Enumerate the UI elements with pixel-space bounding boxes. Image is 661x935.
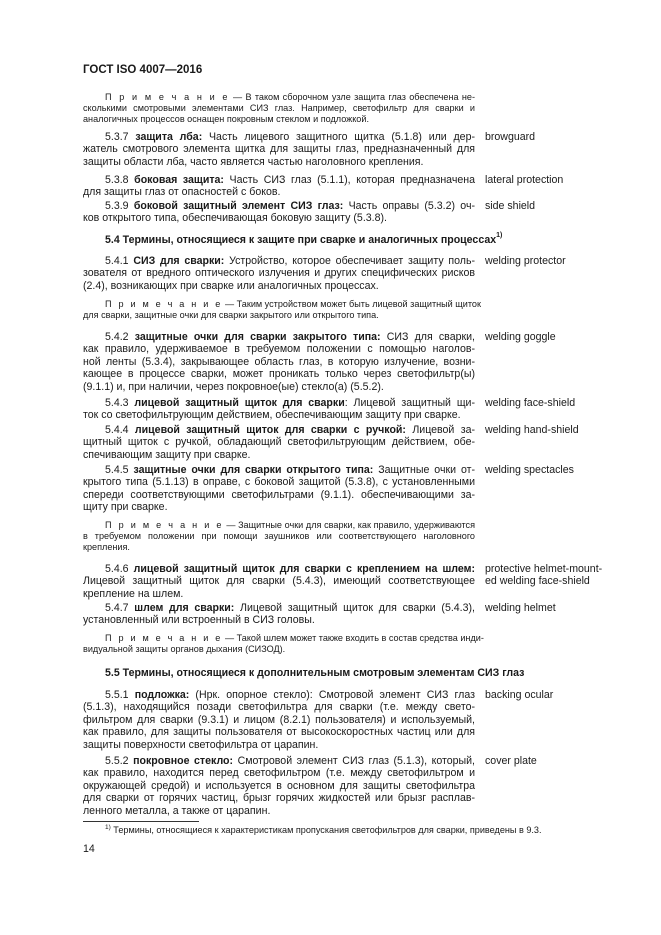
term-5-4-1: 5.4.1 СИЗ для сварки: Устройство, которое обеспечивает защиту поль- зователя от вредного оптического излучения и других специфических рисков (2.4), возникающих при сварке или аналогичных процессах. [83, 255, 475, 292]
english-term: lateral protection [485, 174, 564, 186]
page-number: 14 [83, 843, 95, 855]
term-name: подложка: [134, 689, 190, 701]
term-name: защита лба: [135, 131, 203, 143]
english-term: welding spectacles [485, 464, 574, 476]
english-term: welding goggle [485, 331, 556, 343]
footnote-separator [83, 821, 199, 822]
note-label: П р и м е ч а н и е [105, 299, 223, 309]
term-5-4-6: 5.4.6 лицевой защитный щиток для сварки с креплением на шлем: Лицевой защитный щиток для сварки (5.4.3), имеющий соответствующее крепление на шлем. [83, 563, 475, 600]
term-name: покровное стекло: [133, 755, 234, 767]
section-heading-5-5: 5.5 Термины, относящиеся к дополнительным смотровым элементам СИЗ глаз [105, 667, 525, 679]
note-label: П р и м е ч а н и е [105, 520, 224, 530]
term-5-3-7: 5.3.7 защита лба: Часть лицевого защитного щитка (5.1.8) или дер- жатель смотрового элемента щитка для защиты глаз, предназначенный для защиты области лба, часто является частью наголовного крепления. [83, 131, 475, 168]
english-term: welding helmet [485, 602, 556, 614]
footnote: $^{1)}$ Термины, относящиеся к характеристикам пропускания светофильтров для сварки, приведены в 9.3. [105, 824, 542, 835]
note-top: П р и м е ч а н и е — В таком сборочном узле защита глаз обеспечена не- сколькими смотровыми элементами СИЗ глаз. Например, светофильтр для сварки и аналогичных процессов оснащен покровным стеклом и подложкой. [83, 92, 475, 125]
term-5-3-9: 5.3.9 боковой защитный элемент СИЗ глаз: Часть оправы (5.3.2) оч- ков открытого типа, обеспечивающая боковую защиту (5.3.8). [83, 200, 475, 225]
term-name: СИЗ для сварки: [133, 255, 225, 267]
note-5-4-1: П р и м е ч а н и е — Таким устройством может быть лицевой защитный щиток для сварки, защитные очки для сварки закрытого или открытого типа. [83, 299, 481, 321]
term-5-5-2: 5.5.2 покровное стекло: Смотровой элемент СИЗ глаз (5.1.3), который, как правило, находится перед светофильтром (т.е. между светофильтром и окружающей средой) и используется в основном для защиты светофильтра для сварки от горячих частиц, брызг горячих жидкостей или брызг расплав- ленного металла, а также от царапин. [83, 755, 475, 817]
english-term: cover plate [485, 755, 537, 767]
english-term: protective helmet-mount- ed welding face-shield [485, 563, 603, 588]
document-header: ГОСТ ISO 4007—2016 [83, 64, 203, 76]
english-term: side shield [485, 200, 536, 212]
term-5-4-4: 5.4.4 лицевой защитный щиток для сварки с ручкой: Лицевой за- щитный щиток с ручкой, обладающий светофильтрующим действием, обе- спечивающим защиту при сварке. [83, 424, 475, 461]
term-name: лицевой защитный щиток для сварки [134, 397, 345, 409]
term-name: лицевой защитный щиток для сварки с креплением на шлем: [133, 563, 475, 575]
term-name: боковая защита: [134, 174, 224, 186]
term-name: защитные очки для сварки закрытого типа: [134, 331, 381, 343]
english-term: backing ocular [485, 689, 554, 701]
footnote-ref: 1) [496, 232, 503, 239]
english-term: welding face-shield [485, 397, 576, 409]
term-name: боковой защитный элемент СИЗ глаз: [133, 200, 344, 212]
term-5-4-2: 5.4.2 защитные очки для сварки закрытого типа: СИЗ для сварки, как правило, удерживаемое в требуемом положении с помощью наголов- ной ленты (5.3.4), закрывающее область глаз, в которую излучение, возни- кающее в процессе сварки, может проникать только через светофильтр(ы) (9.1.1) и, при наличии, через покровное(ые) стекло(а) (5.5.2). [83, 331, 475, 393]
term-5-5-1: 5.5.1 подложка: (Нрк. опорное стекло): Смотровой элемент СИЗ глаз (5.1.3), находящийся позади светофильтра для сварки (т.е. между свето- фильтром для сварки (9.3.1) и лицом (8.2.1) пользователя) и используемый, как правило, для защиты пользователя от высокоскоростных частиц или для защиты поверхности светофильтра от царапин. [83, 689, 475, 751]
english-term: welding protector [485, 255, 566, 267]
note-label: П р и м е ч а н и е [105, 633, 223, 643]
term-name: шлем для сварки: [134, 602, 235, 614]
note-label: П р и м е ч а н и е [105, 92, 230, 102]
term-5-4-3: 5.4.3 лицевой защитный щиток для сварки: Лицевой защитный щи- ток со светофильтрующим действием, обеспечивающим защиту при сварке. [83, 397, 475, 422]
term-5-3-8: 5.3.8 боковая защита: Часть СИЗ глаз (5.1.1), которая предназначена для защиты глаз от опасностей с боков. [83, 174, 475, 199]
english-term: welding hand-shield [485, 424, 579, 436]
term-name: защитные очки для сварки открытого типа: [133, 464, 374, 476]
term-name: лицевой защитный щиток для сварки с ручкой: [134, 424, 406, 436]
term-5-4-5: 5.4.5 защитные очки для сварки открытого типа: Защитные очки от- крытого типа (5.1.13) в оправе, с боковой защитой (5.3.8), с установленными спереди соответствующими светофильтрами (9.1.1). обеспечивающими за- щиту при сварке. [83, 464, 475, 514]
note-5-4-7: П р и м е ч а н и е — Такой шлем может также входить в состав средства инди- видуальной защиты органов дыхания (СИЗОД). [83, 633, 484, 655]
section-heading-5-4: 5.4 Термины, относящиеся к защите при сварке и аналогичных процессах$^{1)}$ [105, 232, 503, 246]
term-5-4-7: 5.4.7 шлем для сварки: Лицевой защитный щиток для сварки (5.4.3), установленный или встроенный в СИЗ головы. [83, 602, 475, 627]
note-5-4-5: П р и м е ч а н и е — Защитные очки для сварки, как правило, удерживаются в требуемом положении при помощи заушников или соответствующего наголовного крепления. [83, 520, 475, 553]
english-term: browguard [485, 131, 536, 143]
